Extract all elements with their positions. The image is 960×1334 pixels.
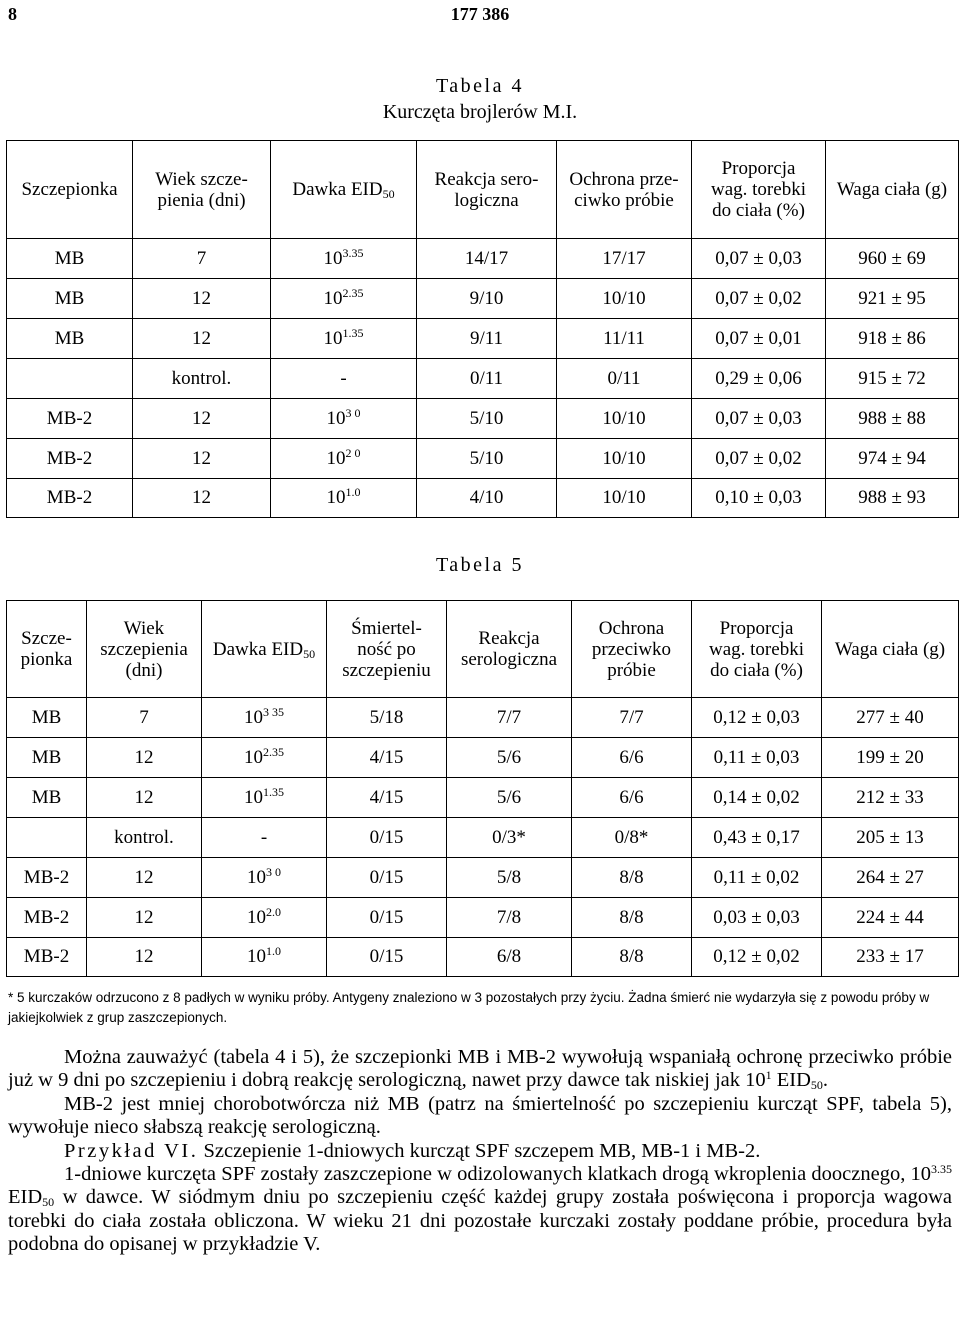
table4-label: Tabela 4 [435,75,524,97]
dose-exponent: 2.0 [266,904,281,919]
table-row [7,858,959,898]
dose-base: 10 [247,946,266,967]
table-row [7,439,959,479]
dose-base: - [260,826,268,848]
cell-mortality: 0/15 [327,898,447,938]
table-row [7,479,959,518]
table-row [7,778,959,818]
cell-vaccine: MB-2 [7,858,87,898]
dose-exponent: 1.0 [345,485,361,499]
cell-protection: 7/7 [572,698,692,738]
cell-sero: 7/8 [447,898,572,938]
cell-mortality: 0/15 [327,818,447,858]
table-row [7,239,959,279]
table4-header-ratio: Proporcja wag. torebki do ciała (%) [692,141,826,239]
cell-vaccine: MB [7,738,87,778]
body-text [8,1046,952,1257]
table4-header-weight: Waga ciała (g) [826,141,959,239]
cell-dose [202,818,327,858]
cell-vaccine: MB-2 [7,479,133,518]
table5-label: Tabela 5 [435,554,524,576]
dose-exponent: 3.35 [342,245,364,260]
cell-protection: 8/8 [572,858,692,898]
table4-subtitle: Kurczęta brojlerów M.I. [382,101,578,123]
cell-protection: 6/6 [572,738,692,778]
cell-ratio: 0,11 ± 0,03 [692,738,822,778]
dose-base: 10 [326,447,346,469]
dose-exponent: 3 0 [345,405,361,420]
table-row [7,359,959,399]
cell-sero: 5/10 [417,399,557,439]
cell-age: kontrol. [133,359,271,399]
table5 [6,600,959,977]
cell-dose [202,898,327,938]
cell-protection: 8/8 [572,938,692,977]
cell-vaccine: MB-2 [7,898,87,938]
cell-vaccine: MB [7,279,133,319]
dose-base: 10 [326,407,346,429]
cell-age: 12 [133,479,271,518]
cell-vaccine [7,359,133,399]
cell-dose [271,359,417,399]
cell-protection: 0/8* [572,818,692,858]
table-row [7,319,959,359]
cell-dose [271,319,417,359]
cell-ratio: 0,14 ± 0,02 [692,778,822,818]
cell-weight: 988 ± 93 [826,479,959,518]
cell-ratio: 0,12 ± 0,02 [692,938,822,977]
cell-sero: 9/10 [417,279,557,319]
paragraph-4: 1-dniowe kurczęta SPF zostały zaszczepione w odizolowanych klatkach drogą wkroplenia doocznego, $10^{3.35}$ $EID_{50}$ w dawce. W siódmym dniu po szczepieniu część każdej grupy została poświęcona i proporcja wagowa torebki do ciała została obliczona. W wieku 21 dni pozostałe kurczaki zostały poddane próbie, procedura była podobna do opisanej w przykładzie V. [8,1162,952,1256]
cell-sero: 5/10 [417,439,557,479]
cell-vaccine [7,818,87,858]
table5-header-weight: Waga ciała (g) [822,601,959,698]
cell-protection: 10/10 [557,439,692,479]
dose-base: 10 [323,287,343,309]
cell-weight: 915 ± 72 [826,359,959,399]
cell-sero: 4/10 [417,479,557,518]
cell-protection: 0/11 [557,359,692,399]
dose-base: 10 [244,786,263,808]
table5-header-mortality: Śmiertel- ność po szczepieniu [327,601,447,698]
table5-header-row [7,601,959,698]
dose-exponent: 1.35 [263,784,284,799]
cell-weight: 264 ± 27 [822,858,959,898]
dose-exponent: 1.0 [266,944,281,958]
table-row [7,279,959,319]
cell-dose [271,479,417,518]
dose-base: 10 [323,327,343,349]
cell-dose [202,938,327,977]
table5-header-protection: Ochrona przeciwko próbie [572,601,692,698]
dose-base: 10 [323,247,343,269]
cell-ratio: 0,43 ± 0,17 [692,818,822,858]
cell-sero: 0/11 [417,359,557,399]
page-number: 8 [8,4,17,24]
cell-age: 12 [133,319,271,359]
cell-sero: 5/8 [447,858,572,898]
table4-header-serology: Reakcja sero- logiczna [417,141,557,239]
cell-mortality: 0/15 [327,858,447,898]
cell-age: 12 [133,279,271,319]
cell-weight: 212 ± 33 [822,778,959,818]
table5-header-age: Wiek szczepienia (dni) [87,601,202,698]
table-row [7,818,959,858]
document-number: 177 386 [450,4,510,24]
dose-exponent: 1.35 [342,325,364,340]
dose-base: 10 [247,906,266,928]
cell-ratio: 0,07 ± 0,02 [692,439,826,479]
dose-base: 10 [247,866,266,888]
table4 [6,140,959,518]
paragraph-1: Można zauważyć (tabela 4 i 5), że szczepionki MB i MB-2 wywołują wspaniałą ochronę przeciwko próbie już w 9 dni po szczepieniu i dobrą reakcję serologiczną, nawet przy dawce tak niskiej jak $10^1$ $EID_{50}$. [8,1046,952,1093]
table4-header-vaccine: Szczepionka [7,141,133,239]
dose-exponent: 2.35 [263,744,284,759]
example-label: Przykład VI. [64,1139,199,1162]
cell-protection: 10/10 [557,479,692,518]
cell-age: 12 [133,439,271,479]
cell-weight: 974 ± 94 [826,439,959,479]
cell-age: kontrol. [87,818,202,858]
table-row [7,738,959,778]
table-row [7,938,959,977]
cell-dose [271,239,417,279]
table-row [7,898,959,938]
table4-header-protection: Ochrona prze- ciwko próbie [557,141,692,239]
cell-vaccine: MB [7,239,133,279]
cell-weight: 277 ± 40 [822,698,959,738]
cell-weight: 918 ± 86 [826,319,959,359]
cell-vaccine: MB-2 [7,399,133,439]
table5-header-ratio: Proporcja wag. torebki do ciała (%) [692,601,822,698]
cell-ratio: 0,12 ± 0,03 [692,698,822,738]
dose-base: 10 [244,746,263,768]
table5-footnote: * 5 kurczaków odrzucono z 8 padłych w wyniku próby. Antygeny znaleziono w 3 pozostałych przy życiu. Żadna śmierć nie wydarzyła się z powodu próby w jakiejkolwiek z grup zaszczepionych. [8,990,930,1025]
cell-protection: 11/11 [557,319,692,359]
cell-ratio: 0,07 ± 0,03 [692,399,826,439]
cell-sero: 5/6 [447,738,572,778]
cell-ratio: 0,29 ± 0,06 [692,359,826,399]
cell-dose [202,738,327,778]
cell-protection: 6/6 [572,778,692,818]
cell-weight: 224 ± 44 [822,898,959,938]
cell-sero: 14/17 [417,239,557,279]
table4-header-age: Wiek szcze- pienia (dni) [133,141,271,239]
cell-mortality: 5/18 [327,698,447,738]
cell-mortality: 0/15 [327,938,447,977]
dose-exponent: 3 35 [263,704,284,719]
dose-exponent: 3 0 [266,864,281,879]
cell-weight: 921 ± 95 [826,279,959,319]
cell-vaccine: MB [7,698,87,738]
cell-sero: 5/6 [447,778,572,818]
dose-exponent: 2 0 [345,445,361,460]
cell-vaccine: MB [7,319,133,359]
dose-base: 10 [244,706,263,728]
dose-exponent: 2.35 [342,285,364,300]
cell-age: 12 [133,399,271,439]
page-header [0,4,960,28]
paragraph-2: MB-2 jest mniej chorobotwórcza niż MB (patrz na śmiertelność po szczepieniu kurcząt SPF, tabela 5), wywołuje nieco słabszą reakcję serologiczną. [8,1092,952,1139]
cell-weight: 960 ± 69 [826,239,959,279]
cell-age: 12 [87,898,202,938]
cell-weight: 205 ± 13 [822,818,959,858]
table4-header-row [7,141,959,239]
table-row [7,399,959,439]
cell-age: 12 [87,778,202,818]
cell-vaccine: MB-2 [7,938,87,977]
cell-sero: 9/11 [417,319,557,359]
cell-vaccine: MB [7,778,87,818]
cell-sero: 7/7 [447,698,572,738]
cell-protection: 10/10 [557,279,692,319]
cell-age: 12 [87,938,202,977]
dose-base: - [340,367,347,389]
cell-mortality: 4/15 [327,778,447,818]
cell-weight: 988 ± 88 [826,399,959,439]
cell-age: 12 [87,858,202,898]
cell-dose [271,439,417,479]
cell-dose [271,399,417,439]
cell-age: 12 [87,738,202,778]
cell-mortality: 4/15 [327,738,447,778]
cell-vaccine: MB-2 [7,439,133,479]
cell-ratio: 0,07 ± 0,01 [692,319,826,359]
dose-base: 10 [326,487,346,508]
cell-protection: 17/17 [557,239,692,279]
cell-dose [202,698,327,738]
cell-age: 7 [87,698,202,738]
table5-header-dose: Dawka $EID_{50}$ [202,601,327,698]
cell-weight: 233 ± 17 [822,938,959,977]
table4-header-dose: Dawka $EID_{50}$ [271,141,417,239]
cell-protection: 8/8 [572,898,692,938]
cell-dose [202,858,327,898]
cell-protection: 10/10 [557,399,692,439]
table-row [7,698,959,738]
cell-ratio: 0,07 ± 0,02 [692,279,826,319]
cell-age: 7 [133,239,271,279]
cell-sero: 0/3* [447,818,572,858]
cell-ratio: 0,03 ± 0,03 [692,898,822,938]
cell-ratio: 0,10 ± 0,03 [692,479,826,518]
cell-dose [202,778,327,818]
paragraph-3: Przykład VI. Szczepienie 1-dniowych kurcząt SPF szczepem MB, MB-1 i MB-2. [64,1139,761,1162]
table5-header-serology: Reakcja serologiczna [447,601,572,698]
cell-ratio: 0,11 ± 0,02 [692,858,822,898]
cell-dose [271,279,417,319]
cell-ratio: 0,07 ± 0,03 [692,239,826,279]
cell-sero: 6/8 [447,938,572,977]
cell-weight: 199 ± 20 [822,738,959,778]
table5-header-vaccine: Szcze- pionka [7,601,87,698]
